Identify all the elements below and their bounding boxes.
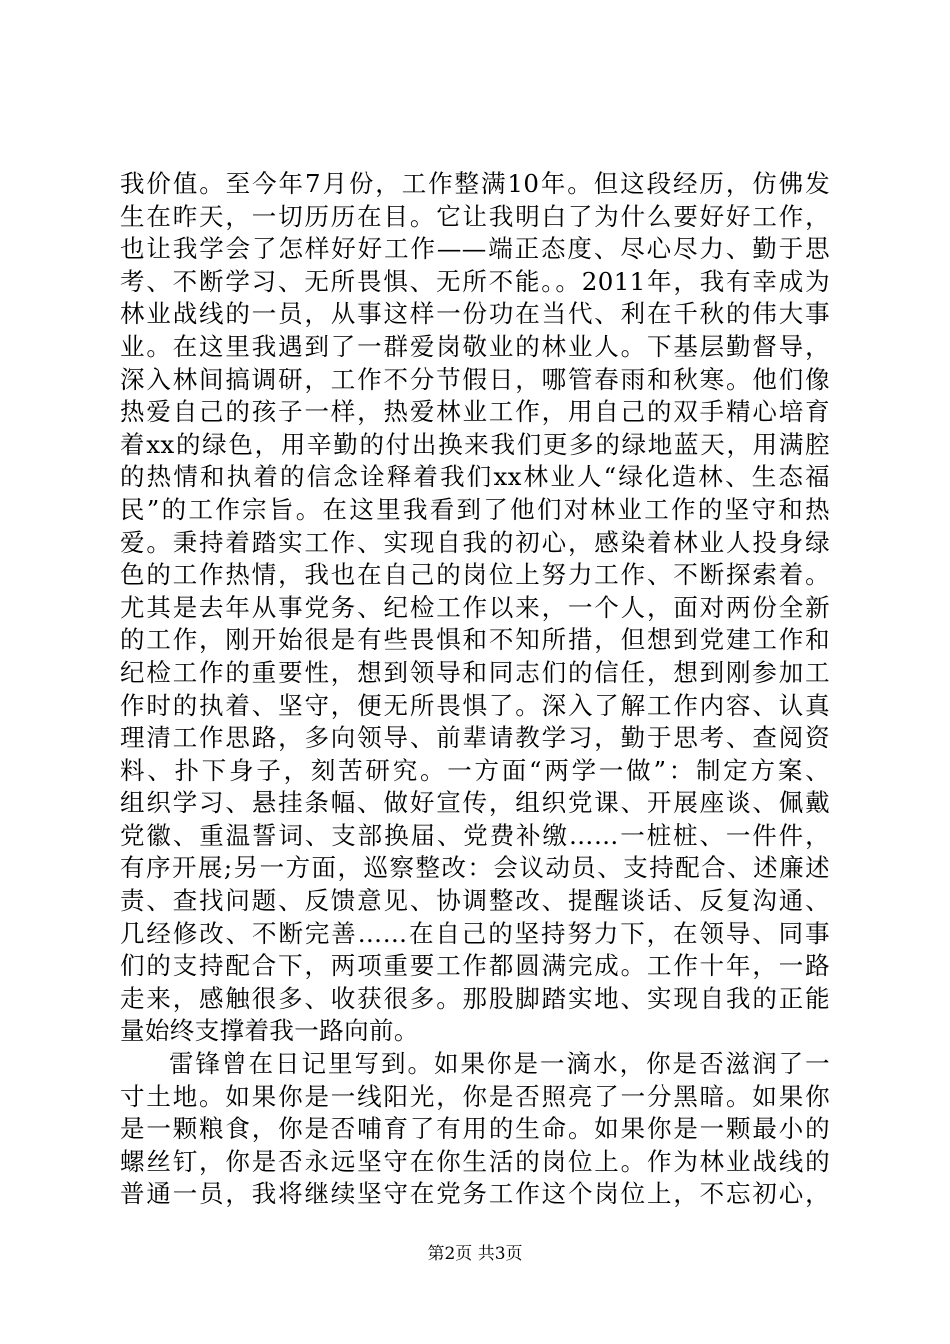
- document-body: [120, 168, 830, 1211]
- page-footer: [0, 1244, 950, 1264]
- text-line-20: 组织学习、悬挂条幅、做好宣传，组织党课、开展座谈、佩戴: [120, 788, 830, 818]
- text-line-25: 们的支持配合下，两项重要工作都圆满完成。工作十年，一路: [120, 951, 830, 981]
- text-line-29: 寸土地。如果你是一线阳光，你是否照亮了一分黑暗。如果你: [120, 1081, 830, 1111]
- text-line-10: 的热情和执着的信念诠释着我们xx林业人“绿化造林、生态福: [120, 462, 830, 492]
- text-line-21: 党徽、重温誓词、支部换届、党费补缴……一桩桩、一件件，: [120, 820, 830, 850]
- text-line-32: 普通一员，我将继续坚守在党务工作这个岗位上，不忘初心，: [120, 1179, 830, 1209]
- text-line-3: 也让我学会了怎样好好工作——端正态度、尽心尽力、勤于思: [120, 234, 830, 264]
- text-line-16: 纪检工作的重要性，想到领导和同志们的信任，想到刚参加工: [120, 657, 830, 687]
- text-line-11: 民”的工作宗旨。在这里我看到了他们对林业工作的坚守和热: [120, 494, 830, 524]
- text-line-12: 爱。秉持着踏实工作、实现自我的初心，感染着林业人投身绿: [120, 527, 830, 557]
- text-line-8: 热爱自己的孩子一样，热爱林业工作，用自己的双手精心培育: [120, 397, 830, 427]
- text-line-26: 走来，感触很多、收获很多。那股脚踏实地、实现自我的正能: [120, 983, 830, 1013]
- text-line-19: 料、扑下身子，刻苦研究。一方面“两学一做”：制定方案、: [120, 755, 830, 785]
- paragraph-end-line: 量始终支撑着我一路向前。: [120, 1016, 419, 1046]
- text-line-13: 色的工作热情，我也在自己的岗位上努力工作、不断探索着。: [120, 560, 830, 590]
- text-line-31: 螺丝钉，你是否永远坚守在你生活的岗位上。作为林业战线的: [120, 1146, 830, 1176]
- text-line-17: 作时的执着、坚守，便无所畏惧了。深入了解工作内容、认真: [120, 690, 830, 720]
- text-line-14: 尤其是去年从事党务、纪检工作以来，一个人，面对两份全新: [120, 592, 830, 622]
- text-line-15: 的工作，刚开始很是有些畏惧和不知所措，但想到党建工作和: [120, 625, 830, 655]
- text-line-23: 责、查找问题、反馈意见、协调整改、提醒谈话、反复沟通、: [120, 886, 830, 916]
- text-line-6: 业。在这里我遇到了一群爱岗敬业的林业人。下基层勤督导，: [120, 331, 830, 361]
- text-line-1: 我价值。至今年7月份，工作整满10年。但这段经历，仿佛发: [120, 169, 830, 198]
- text-line-9: 着xx的绿色，用辛勤的付出换来我们更多的绿地蓝天，用满腔: [120, 429, 830, 459]
- text-line-2: 生在昨天，一切历历在目。它让我明白了为什么要好好工作，: [120, 201, 830, 231]
- paragraph-start-line: 雷锋曾在日记里写到。如果你是一滴水，你是否滋润了一: [169, 1049, 830, 1079]
- page-total: 共3页: [477, 1244, 523, 1264]
- text-line-22: 有序开展;另一方面，巡察整改：会议动员、支持配合、述廉述: [120, 853, 830, 883]
- text-line-5: 林业战线的一员，从事这样一份功在当代、利在千秋的伟大事: [120, 299, 830, 329]
- page-number: 第2页: [427, 1244, 473, 1264]
- text-line-24: 几经修改、不断完善……在自己的坚持努力下，在领导、同事: [120, 918, 830, 948]
- text-line-7: 深入林间搞调研，工作不分节假日，哪管春雨和秋寒。他们像: [120, 364, 830, 394]
- text-line-18: 理清工作思路，多向领导、前辈请教学习，勤于思考、查阅资: [120, 723, 830, 753]
- text-line-4: 考、不断学习、无所畏惧、无所不能。。2011年，我有幸成为: [120, 266, 830, 296]
- text-line-30: 是一颗粮食，你是否哺育了有用的生命。如果你是一颗最小的: [120, 1114, 830, 1144]
